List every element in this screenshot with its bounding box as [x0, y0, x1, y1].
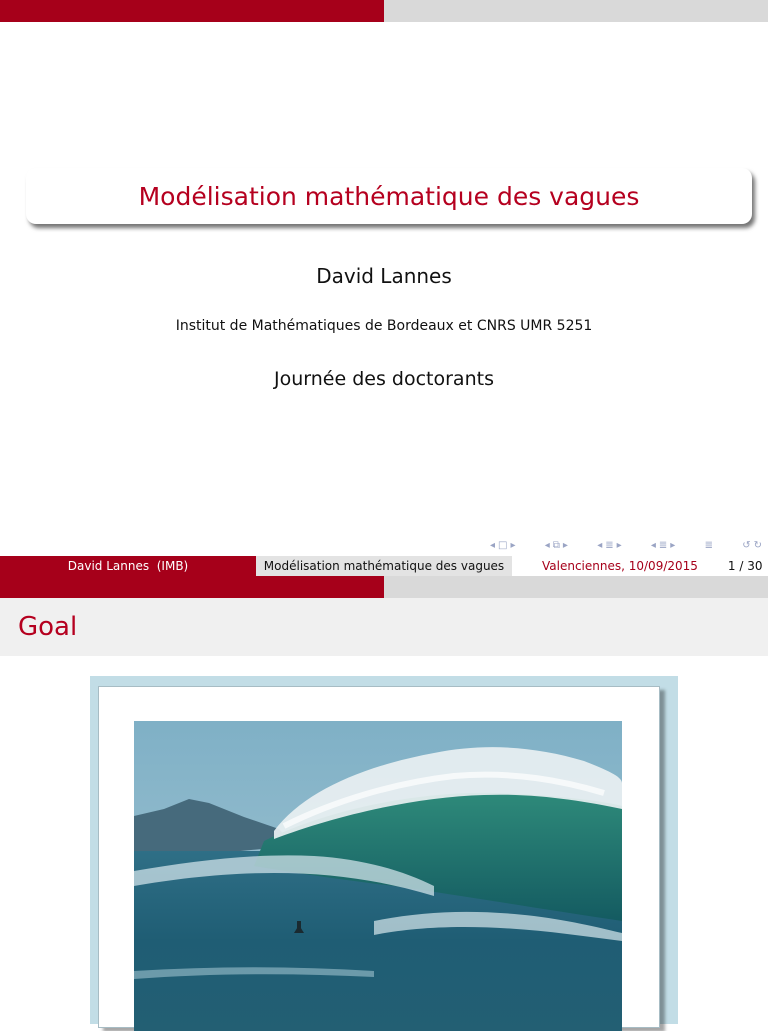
frame-title: Goal — [18, 612, 78, 642]
nav-next-subsection-icon[interactable]: ▸ — [616, 539, 622, 551]
footer-author-text: David Lannes (IMB) — [67, 559, 189, 573]
nav-slide-icon[interactable]: □ — [498, 539, 508, 551]
photo-frame — [90, 676, 678, 1024]
nav-prev-frame-icon[interactable]: ◂ — [544, 539, 550, 551]
frame-title-band — [0, 598, 768, 656]
nav-prev-subsection-icon[interactable]: ◂ — [597, 539, 603, 551]
author-name: David Lannes — [316, 264, 452, 288]
header-bar-red — [0, 0, 384, 22]
presentation-title: Modélisation mathématique des vagues — [138, 181, 640, 211]
nav-subsection-icon[interactable]: ≣ — [605, 539, 614, 551]
photo-card — [98, 686, 660, 1028]
footer-author — [0, 556, 256, 576]
nav-back-icon[interactable]: ↺ — [742, 539, 751, 551]
nav-next-frame-icon[interactable]: ▸ — [562, 539, 568, 551]
wave-illustration — [134, 721, 622, 1031]
footer-title-text: Modélisation mathématique des vagues — [263, 559, 505, 573]
breaking-wave-photo — [134, 721, 622, 1031]
nav-next-section-icon[interactable]: ▸ — [670, 539, 676, 551]
footer-info — [512, 556, 768, 576]
slide-footer — [0, 556, 768, 576]
header-bar-red-slide2 — [0, 576, 384, 598]
header-bar-gray — [384, 0, 768, 22]
nav-forward-icon[interactable]: ↻ — [753, 539, 762, 551]
footer-place-date: Valenciennes, 10/09/2015 — [542, 559, 698, 573]
title-box — [26, 168, 752, 224]
nav-appendix-icon[interactable]: ≣ — [704, 539, 713, 551]
nav-prev-section-icon[interactable]: ◂ — [650, 539, 656, 551]
nav-next-slide-icon[interactable]: ▸ — [510, 539, 516, 551]
nav-frame-icon[interactable]: ⧉ — [552, 539, 560, 551]
event-name: Journée des doctorants — [274, 368, 494, 390]
header-bar-gray-slide2 — [384, 576, 768, 598]
footer-title — [256, 556, 512, 576]
nav-section-icon[interactable]: ≣ — [658, 539, 668, 551]
nav-prev-slide-icon[interactable]: ◂ — [490, 539, 496, 551]
footer-page-number: 1 / 30 — [727, 559, 763, 573]
author-institute: Institut de Mathématiques de Bordeaux et CNRS UMR 5251 — [175, 318, 593, 334]
beamer-navigation-bar — [490, 537, 762, 553]
